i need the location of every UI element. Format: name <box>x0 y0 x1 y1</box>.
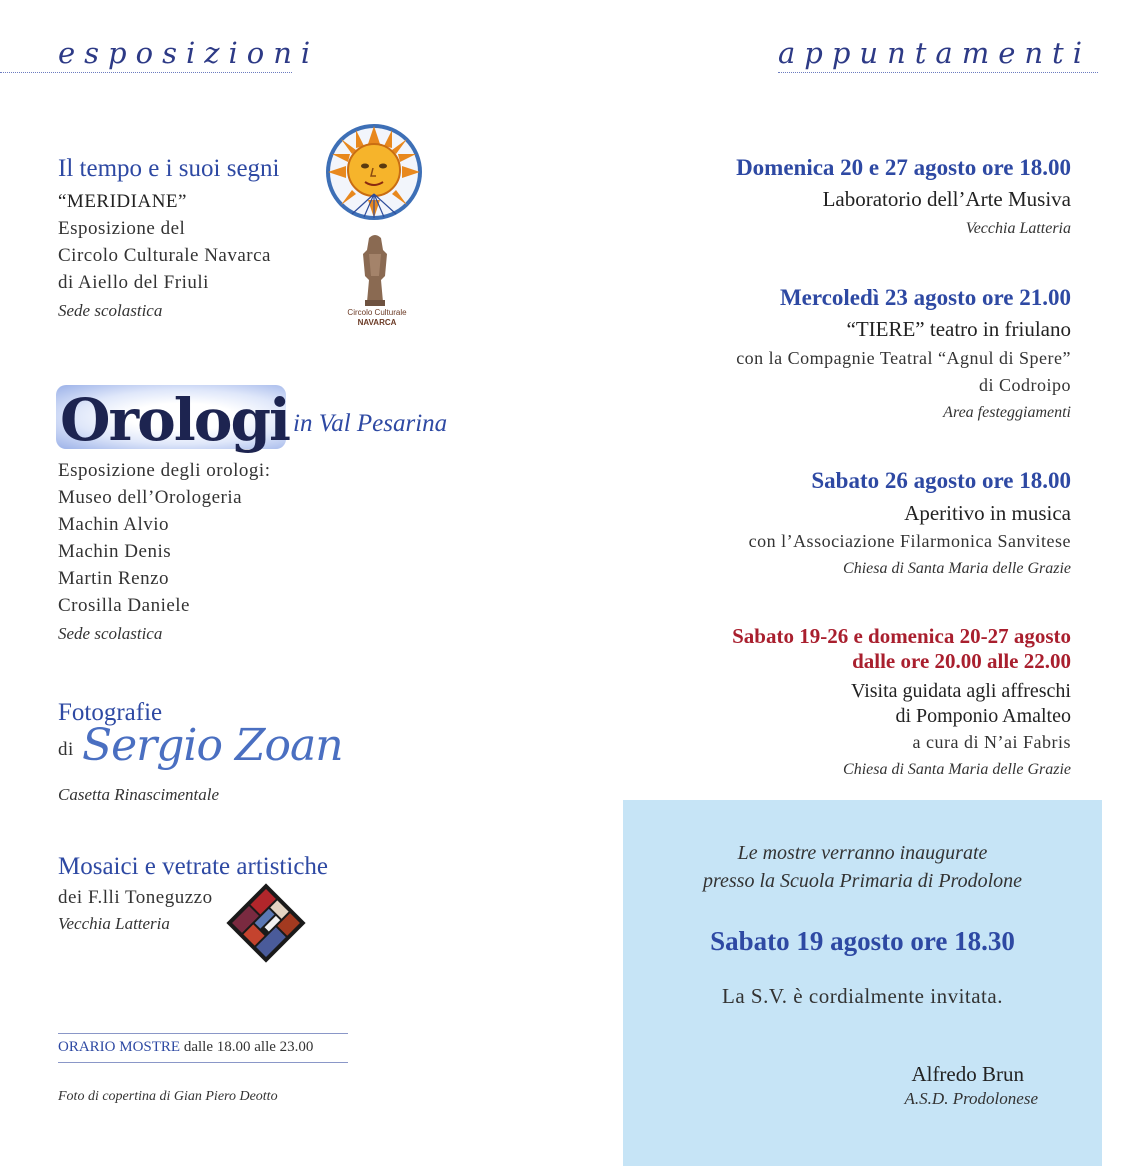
orologi-location: Sede scolastica <box>58 624 163 643</box>
invite-line-2: presso la Scuola Primaria di Prodolone <box>702 870 1023 892</box>
invite-signer: Alfredo Brun <box>911 1062 1024 1086</box>
event-4-title-line-2: di Pomponio Amalteo <box>895 705 1071 727</box>
orologi-line-2: Museo dell’Orologeria <box>58 487 243 508</box>
orologi-subtitle: in Val Pesarina <box>293 410 448 437</box>
header-appuntamenti: appuntamenti <box>778 36 1091 70</box>
invite-line-1: Le mostre verranno inaugurate <box>737 842 988 864</box>
event-4-date-line-2: dalle ore 20.00 alle 22.00 <box>852 649 1071 673</box>
event-1-location: Vecchia Latteria <box>965 220 1071 237</box>
fotografie-location: Casetta Rinascimentale <box>58 785 220 804</box>
invite-date: Sabato 19 agosto ore 18.30 <box>710 926 1015 956</box>
navarca-logo-label <box>335 308 419 328</box>
event-3-title: Aperitivo in musica <box>904 501 1071 525</box>
event-3-date: Sabato 26 agosto ore 18.00 <box>811 468 1071 493</box>
event-3-detail-1: con l’Associazione Filarmonica Sanvitese <box>748 531 1071 551</box>
header-rule-left <box>0 72 292 73</box>
event-4-location: Chiesa di Santa Maria delle Grazie <box>843 761 1071 778</box>
tempo-subtitle: “MERIDIANE” <box>58 191 187 212</box>
event-4-date-line-1: Sabato 19-26 e domenica 20-27 agosto <box>732 624 1071 648</box>
orologi-line-3: Machin Alvio <box>58 514 170 535</box>
mosaici-location: Vecchia Latteria <box>58 914 170 933</box>
tempo-location: Sede scolastica <box>58 301 163 320</box>
navarca-label-line-1: Circolo Culturale <box>347 308 407 317</box>
orologi-line-4: Machin Denis <box>58 541 172 562</box>
event-2-detail-1: con la Compagnie Teatral “Agnul di Spere” <box>736 348 1071 368</box>
sun-sundial-logo <box>324 122 424 222</box>
inauguration-invite-box <box>623 800 1102 1166</box>
event-1-title: Laboratorio dell’Arte Musiva <box>822 187 1071 211</box>
fotografie-by: di <box>58 739 74 760</box>
event-2-date: Mercoledì 23 agosto ore 21.00 <box>779 285 1071 310</box>
sergio-zoan-signature: Sergio Zoan <box>82 720 343 771</box>
navarca-label-line-2: NAVARCA <box>357 318 397 327</box>
event-2-title: “TIERE” teatro in friulano <box>846 317 1071 341</box>
event-2-location: Area festeggiamenti <box>943 404 1071 421</box>
event-1-date: Domenica 20 e 27 agosto ore 18.00 <box>736 155 1071 180</box>
header-esposizioni: esposizioni <box>58 36 320 70</box>
tempo-line-2: Circolo Culturale Navarca <box>58 245 271 266</box>
tempo-line-1: Esposizione del <box>58 218 186 239</box>
orario-mostre <box>58 1039 313 1056</box>
event-4-title-line-1: Visita guidata agli affreschi <box>850 680 1071 702</box>
mosaic-tile-icon <box>225 882 307 964</box>
event-2-detail-2: di Codroipo <box>978 375 1071 395</box>
statue-icon <box>355 232 395 308</box>
event-3-location: Chiesa di Santa Maria delle Grazie <box>843 560 1071 577</box>
event-4-detail-1: a cura di N’ai Fabris <box>912 732 1071 752</box>
orologi-line-6: Crosilla Daniele <box>58 595 190 616</box>
orologi-line-5: Martin Renzo <box>58 568 170 589</box>
tempo-line-3: di Aiello del Friuli <box>58 272 209 293</box>
header-rule-right <box>778 72 1098 73</box>
invite-org: A.S.D. Prodolonese <box>904 1089 1038 1108</box>
mosaici-title: Mosaici e vetrate artistiche <box>58 853 329 880</box>
fotografie-title: Fotografie <box>58 699 163 726</box>
mosaici-line: dei F.lli Toneguzzo <box>58 887 213 908</box>
orologi-wordmark: Orologi <box>60 386 290 454</box>
cover-photo-credit: Foto di copertina di Gian Piero Deotto <box>58 1089 278 1104</box>
orario-value: dalle 18.00 alle 23.00 <box>183 1039 314 1055</box>
orario-label: ORARIO MOSTRE <box>58 1039 181 1055</box>
invite-message: La S.V. è cordialmente invitata. <box>722 984 1003 1008</box>
orologi-line-1: Esposizione degli orologi: <box>58 460 271 481</box>
tempo-title: Il tempo e i suoi segni <box>58 155 280 182</box>
